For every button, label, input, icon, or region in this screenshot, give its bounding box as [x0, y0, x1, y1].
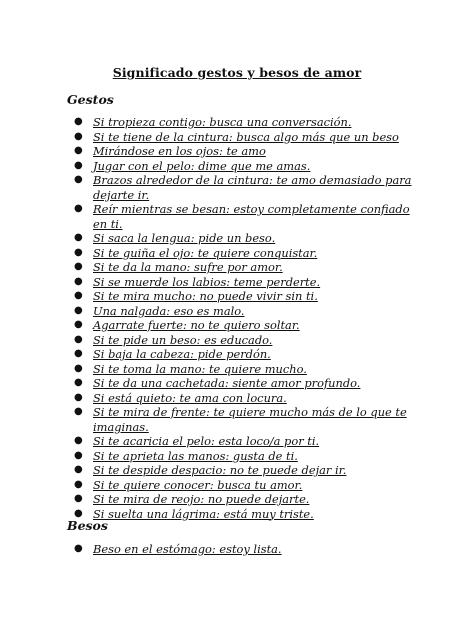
- list-item: ● Si se muerde los labios: teme perderte.: [74, 274, 321, 289]
- list-item: ● Si te da una cachetada: siente amor profundo.: [74, 376, 361, 390]
- list-item: ● Mirándose en los ojos: te amo: [74, 144, 266, 158]
- bullet-icon: ●: [74, 507, 83, 519]
- bullet-icon: ●: [74, 478, 83, 490]
- list-item: ● Si te despide despacio: no te puede dejar ir.: [74, 463, 347, 477]
- list-item: ● Si está quieto: te ama con locura.: [74, 390, 287, 405]
- list-item: ● Si te tiene de la cintura: busca algo más que un beso: [74, 129, 399, 144]
- bullet-icon: ●: [74, 159, 83, 171]
- gestos-list: [74, 115, 414, 521]
- bullet-icon: ●: [74, 246, 83, 258]
- list-item: ● Si baja la cabeza: pide perdón.: [74, 347, 271, 361]
- bullet-icon: ●: [74, 333, 83, 345]
- bullet-icon: ●: [74, 174, 83, 185]
- bullet-icon: ●: [74, 203, 83, 214]
- bullet-icon: ●: [74, 319, 83, 330]
- list-item: ● Si tropieza contigo: busca una conversación.: [74, 115, 352, 129]
- bullet-icon: ●: [74, 543, 83, 554]
- list-item: ● Una nalgada: eso es malo.: [74, 303, 245, 318]
- bullet-icon: ●: [74, 232, 83, 243]
- bullet-icon: ●: [74, 304, 83, 316]
- bullet-icon: ●: [74, 435, 83, 446]
- bullet-icon: ●: [74, 493, 83, 504]
- bullet-icon: ●: [74, 116, 83, 127]
- section-heading-gestos: Gestos: [67, 92, 114, 107]
- bullet-icon: ●: [74, 275, 83, 287]
- bullet-icon: ●: [74, 391, 83, 403]
- list-item: ● Beso en el estómago: estoy lista.: [74, 542, 282, 556]
- list-item: ● Si te aprieta las manos: gusta de ti.: [74, 448, 298, 463]
- document-title: Significado gestos y besos de amor: [112, 65, 362, 80]
- list-item: ● Reír mientras se besan: estoy completamente confiado en ti.: [74, 202, 410, 231]
- list-item: ● Si te quiere conocer: busca tu amor.: [74, 477, 303, 492]
- bullet-icon: ●: [74, 406, 83, 417]
- besos-list: [74, 542, 414, 557]
- list-item: ● Si te pide un beso: es educado.: [74, 332, 273, 347]
- bullet-icon: ●: [74, 377, 83, 388]
- list-item: ● Agarrate fuerte: no te quiero soltar.: [74, 318, 300, 332]
- bullet-icon: ●: [74, 130, 83, 142]
- list-item: ● Si suelta una lágrima: está muy triste.: [74, 506, 314, 521]
- list-item: ● Si te acaricia el pelo: esta loco/a por ti.: [74, 434, 320, 448]
- list-item: ● Si te toma la mano: te quiere mucho.: [74, 361, 307, 376]
- bullet-icon: ●: [74, 261, 83, 272]
- list-item: ● Si te mira de reojo: no puede dejarte.: [74, 492, 310, 506]
- list-item: ● Si saca la lengua: pide un beso.: [74, 231, 276, 245]
- bullet-icon: ●: [74, 145, 83, 156]
- list-item: ● Si te da la mano: sufre por amor.: [74, 260, 283, 274]
- list-item: ● Si te mira mucho: no puede vivir sin ti.: [74, 289, 318, 303]
- bullet-icon: ●: [74, 362, 83, 374]
- bullet-icon: ●: [74, 290, 83, 301]
- bullet-icon: ●: [74, 348, 83, 359]
- list-item: ● Jugar con el pelo: dime que me amas.: [74, 158, 311, 173]
- bullet-icon: ●: [74, 464, 83, 475]
- section-heading-besos: Besos: [67, 518, 108, 533]
- bullet-icon: ●: [74, 449, 83, 461]
- list-item: ● Si te guiña el ojo: te quiere conquistar.: [74, 245, 318, 260]
- list-item: ● Brazos alrededor de la cintura: te amo demasiado para dejarte ir.: [74, 173, 412, 202]
- list-item: ● Si te mira de frente: te quiere mucho más de lo que te imaginas.: [74, 405, 407, 434]
